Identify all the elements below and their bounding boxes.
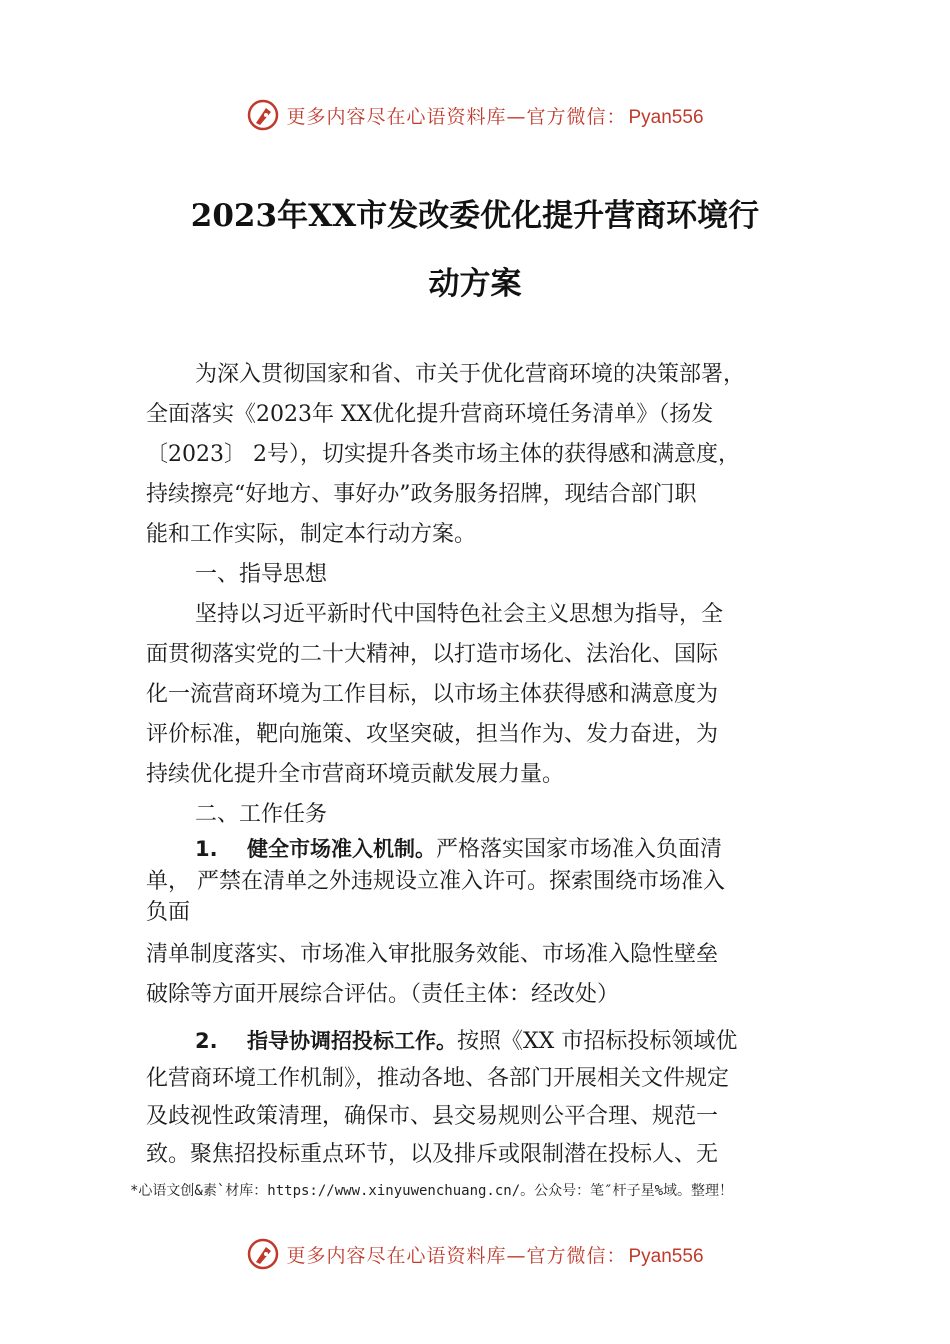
footnote: *心语文创&素`材库：https://www.xinyuwenchuang.cn/。公众号：笔″杆子星%域。整理！ <box>130 1183 734 1199</box>
task-item-title: 健全市场准入机制。 <box>247 837 436 861</box>
paragraph-line: 〔2023〕 2号），切实提升各类市场主体的获得感和满意度， <box>146 442 740 467</box>
paragraph-line: 及歧视性政策清理，确保市、县交易规则公平合理、规范一 <box>146 1104 719 1129</box>
paragraph-line: 化营商环境工作机制》，推动各地、各部门开展相关文件规定 <box>146 1066 730 1091</box>
paragraph-line: 致。聚焦招投标重点环节，以及排斥或限制潜在投标人、无 <box>146 1142 719 1167</box>
section-heading: 二、工作任务 <box>195 802 328 827</box>
bottom-banner <box>0 1234 950 1274</box>
pen-nib-logo-icon <box>246 98 280 132</box>
pen-nib-logo-icon <box>246 1237 280 1271</box>
task-item-1-heading <box>195 834 722 865</box>
section-heading: 一、指导思想 <box>195 562 328 587</box>
banner-slogan: 更多内容尽在心语资料库—官方微信： <box>286 105 627 128</box>
paragraph-line: 负面 <box>146 900 191 925</box>
banner-text <box>286 1241 703 1268</box>
task-item-title: 指导协调招投标工作。 <box>247 1029 457 1053</box>
banner-slogan: 更多内容尽在心语资料库—官方微信： <box>286 1244 627 1267</box>
banner-wechat-id: Pyan556 <box>628 1245 704 1267</box>
paragraph-line: 化一流营商环境为工作目标，以市场主体获得感和满意度为 <box>146 682 719 707</box>
task-item-number: 2. <box>195 1029 218 1053</box>
paragraph-line: 坚持以习近平新时代中国特色社会主义思想为指导，全 <box>195 602 724 627</box>
paragraph-line: 清单制度落实、市场准入审批服务效能、市场准入隐性壁垒 <box>146 942 719 967</box>
task-item-2-heading <box>195 1026 737 1057</box>
paragraph-line: 单， 严禁在清单之外违规设立准入许可。探索围绕市场准入 <box>146 869 725 894</box>
task-item-number: 1. <box>195 837 218 861</box>
banner-text <box>286 102 703 129</box>
task-item-text: 按照《XX 市招标投标领域优 <box>457 1029 738 1054</box>
paragraph-line: 能和工作实际，制定本行动方案。 <box>146 522 477 547</box>
paragraph-line: 面贯彻落实党的二十大精神，以打造市场化、法治化、国际 <box>146 642 719 667</box>
banner-wechat-id: Pyan556 <box>628 106 704 128</box>
task-item-text: 严格落实国家市场准入负面清 <box>436 837 723 862</box>
paragraph-line: 持续擦亮“好地方、事好办”政务服务招牌，现结合部门职 <box>146 482 697 507</box>
top-banner <box>0 95 950 135</box>
paragraph-line: 全面落实《2023年 XX优化提升营商环境任务清单》（扬发 <box>146 402 714 427</box>
paragraph-line: 为深入贯彻国家和省、市关于优化营商环境的决策部署， <box>195 362 746 387</box>
paragraph-line: 破除等方面开展综合评估。（责任主体：经改处） <box>146 982 620 1007</box>
document-title-line-1: 2023年XX市发改委优化提升营商环境行 <box>190 198 760 234</box>
document-title-line-2: 动方案 <box>428 266 522 302</box>
paragraph-line: 评价标准，靶向施策、攻坚突破，担当作为、发力奋进，为 <box>146 722 719 747</box>
paragraph-line: 持续优化提升全市营商环境贡献发展力量。 <box>146 762 565 787</box>
